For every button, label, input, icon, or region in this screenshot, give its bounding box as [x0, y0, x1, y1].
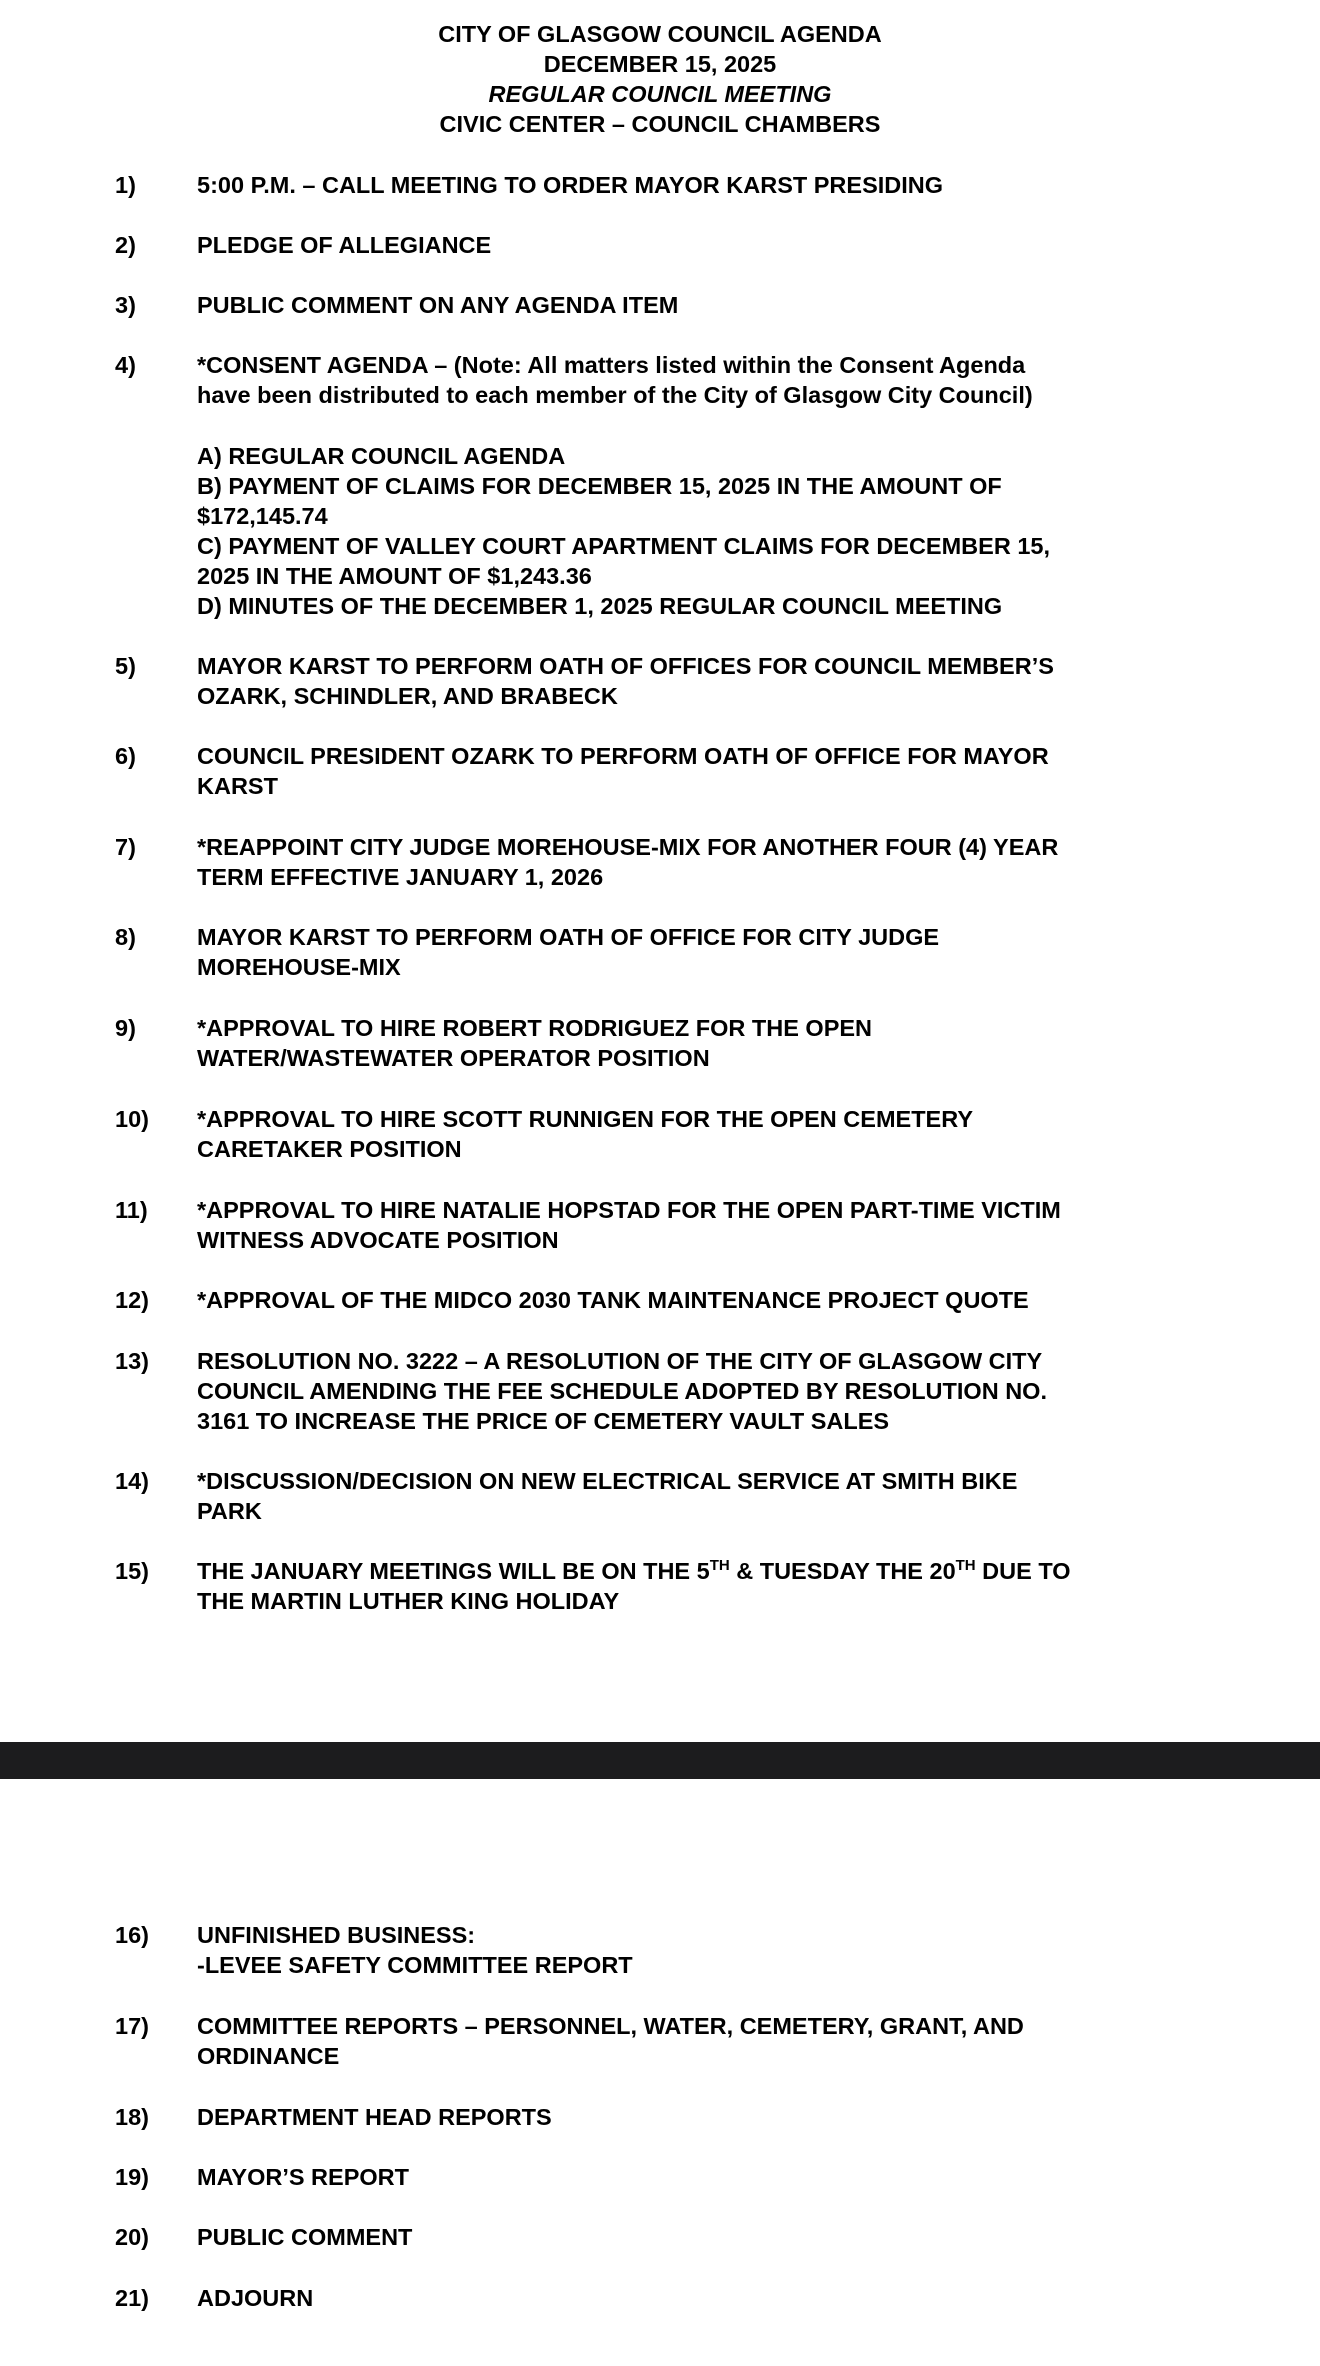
item-number: 1)	[115, 172, 136, 198]
ordinal-suffix: TH	[955, 1557, 976, 1574]
item-text: PUBLIC COMMENT	[197, 2224, 413, 2250]
item-text: COUNCIL PRESIDENT OZARK TO PERFORM OATH OF OFFICE FOR MAYOR	[197, 743, 1049, 769]
item-text: *APPROVAL TO HIRE SCOTT RUNNIGEN FOR THE OPEN CEMETERY	[197, 1106, 974, 1132]
item-number: 9)	[115, 1015, 136, 1041]
item-text: OZARK, SCHINDLER, AND BRABECK	[197, 683, 618, 709]
item-text: WITNESS ADVOCATE POSITION	[197, 1227, 559, 1253]
item-number: 4)	[115, 352, 136, 378]
item-number: 11)	[115, 1197, 148, 1223]
item-number: 10)	[115, 1106, 149, 1132]
item-text	[197, 1556, 1237, 1586]
item-text: COMMITTEE REPORTS – PERSONNEL, WATER, CEMETERY, GRANT, AND	[197, 2013, 1024, 2039]
text-segment: THE JANUARY MEETINGS WILL BE ON THE 5	[197, 1558, 710, 1584]
consent-subitem: B) PAYMENT OF CLAIMS FOR DECEMBER 15, 2025 IN THE AMOUNT OF	[197, 473, 1002, 499]
item-text: *APPROVAL TO HIRE ROBERT RODRIGUEZ FOR THE OPEN	[197, 1015, 873, 1041]
item-text: THE MARTIN LUTHER KING HOLIDAY	[197, 1588, 620, 1614]
item-text: PUBLIC COMMENT ON ANY AGENDA ITEM	[197, 292, 679, 318]
item-text: *CONSENT AGENDA – (Note: All matters listed within the Consent Agenda	[197, 352, 1026, 378]
item-text: *DISCUSSION/DECISION ON NEW ELECTRICAL SERVICE AT SMITH BIKE	[197, 1468, 1018, 1494]
meeting-type: REGULAR COUNCIL MEETING	[488, 81, 832, 107]
item-number: 5)	[115, 653, 136, 679]
item-number: 16)	[115, 1922, 149, 1948]
item-text: PARK	[197, 1498, 262, 1524]
consent-subitem: 2025 IN THE AMOUNT OF $1,243.36	[197, 563, 592, 589]
item-number: 18)	[115, 2104, 149, 2130]
item-text: MAYOR’S REPORT	[197, 2164, 409, 2190]
item-number: 17)	[115, 2013, 149, 2039]
item-text: ADJOURN	[197, 2285, 314, 2311]
item-text: COUNCIL AMENDING THE FEE SCHEDULE ADOPTED BY RESOLUTION NO.	[197, 1378, 1047, 1404]
ordinal-suffix: TH	[709, 1557, 730, 1574]
item-text: DEPARTMENT HEAD REPORTS	[197, 2104, 552, 2130]
item-number: 3)	[115, 292, 136, 318]
item-text: MAYOR KARST TO PERFORM OATH OF OFFICE FOR CITY JUDGE	[197, 924, 940, 950]
item-text: MOREHOUSE-MIX	[197, 954, 401, 980]
item-number: 6)	[115, 743, 136, 769]
item-text: TERM EFFECTIVE JANUARY 1, 2026	[197, 864, 604, 890]
agenda-title: CITY OF GLASGOW COUNCIL AGENDA	[438, 21, 882, 47]
item-text: *REAPPOINT CITY JUDGE MOREHOUSE-MIX FOR ANOTHER FOUR (4) YEAR	[197, 834, 1059, 860]
item-number: 20)	[115, 2224, 149, 2250]
consent-subitem: C) PAYMENT OF VALLEY COURT APARTMENT CLAIMS FOR DECEMBER 15,	[197, 533, 1050, 559]
text-segment: & TUESDAY THE 20	[729, 1558, 956, 1584]
item-text: 3161 TO INCREASE THE PRICE OF CEMETERY VAULT SALES	[197, 1408, 890, 1434]
meeting-date: DECEMBER 15, 2025	[543, 51, 777, 77]
item-text: -LEVEE SAFETY COMMITTEE REPORT	[197, 1952, 633, 1978]
item-text: PLEDGE OF ALLEGIANCE	[197, 232, 492, 258]
item-text: ORDINANCE	[197, 2043, 340, 2069]
item-number: 14)	[115, 1468, 149, 1494]
item-text: CARETAKER POSITION	[197, 1136, 462, 1162]
item-number: 7)	[115, 834, 136, 860]
item-number: 15)	[115, 1558, 149, 1584]
agenda-header	[0, 19, 1320, 139]
item-text: UNFINISHED BUSINESS:	[197, 1922, 476, 1948]
item-number: 21)	[115, 2285, 149, 2311]
item-text: KARST	[197, 773, 278, 799]
item-text: RESOLUTION NO. 3222 – A RESOLUTION OF THE CITY OF GLASGOW CITY	[197, 1348, 1043, 1374]
page-break-band	[0, 1742, 1320, 1779]
item-number: 12)	[115, 1287, 149, 1313]
item-text: *APPROVAL TO HIRE NATALIE HOPSTAD FOR THE OPEN PART-TIME VICTIM	[197, 1197, 1061, 1223]
consent-subitems	[197, 441, 1237, 621]
item-text: have been distributed to each member of the City of Glasgow City Council)	[197, 382, 1033, 408]
text-segment: DUE TO	[975, 1558, 1071, 1584]
item-text: 5:00 P.M. – CALL MEETING TO ORDER MAYOR KARST PRESIDING	[197, 172, 944, 198]
consent-subitem: D) MINUTES OF THE DECEMBER 1, 2025 REGULAR COUNCIL MEETING	[197, 593, 1003, 619]
meeting-location: CIVIC CENTER – COUNCIL CHAMBERS	[439, 111, 881, 137]
item-number: 13)	[115, 1348, 149, 1374]
item-number: 8)	[115, 924, 136, 950]
consent-subitem: A) REGULAR COUNCIL AGENDA	[197, 443, 566, 469]
item-text: WATER/WASTEWATER OPERATOR POSITION	[197, 1045, 710, 1071]
item-number: 19)	[115, 2164, 149, 2190]
item-number: 2)	[115, 232, 136, 258]
consent-subitem: $172,145.74	[197, 503, 328, 529]
item-text: *APPROVAL OF THE MIDCO 2030 TANK MAINTENANCE PROJECT QUOTE	[197, 1287, 1029, 1313]
item-text: MAYOR KARST TO PERFORM OATH OF OFFICES FOR COUNCIL MEMBER’S	[197, 653, 1054, 679]
